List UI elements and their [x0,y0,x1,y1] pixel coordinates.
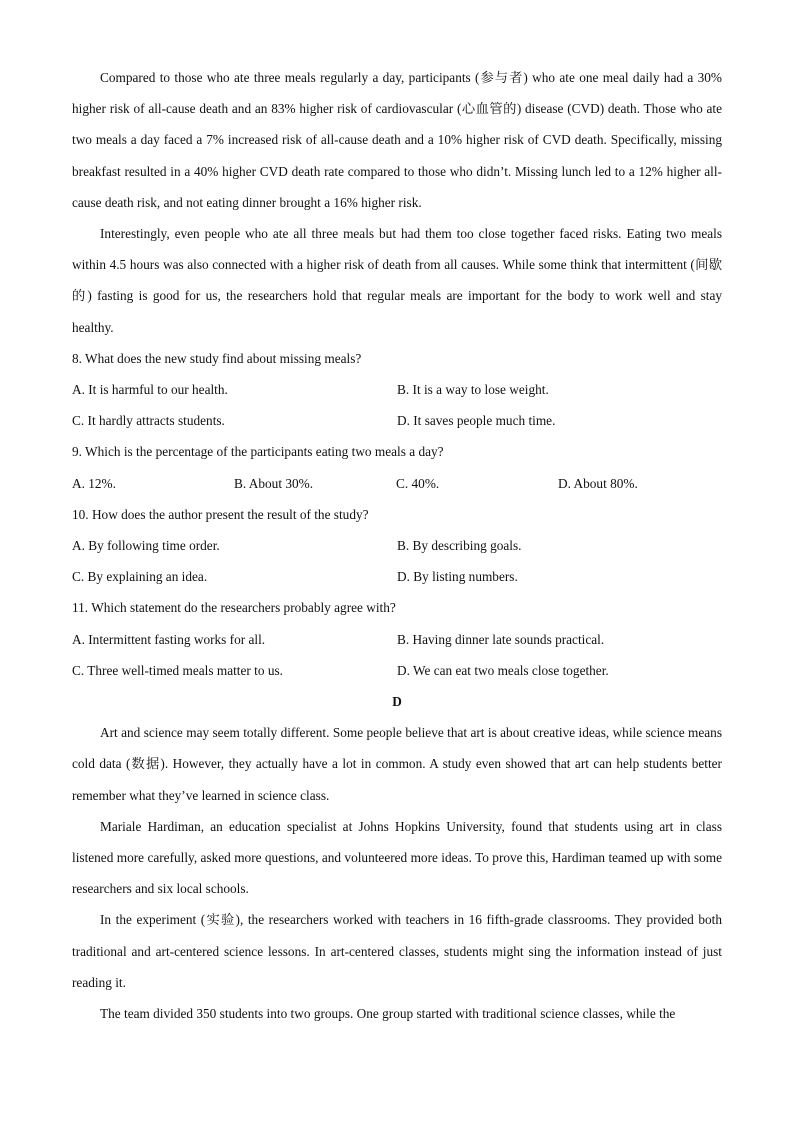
option-a: A. It is harmful to our health. [72,382,228,398]
option-b: B. Having dinner late sounds practical. [397,631,605,647]
question-11 [72,592,722,686]
options-grid [72,468,722,499]
option-d: D. About 80%. [558,475,638,491]
question-stem: 8. What does the new study find about missing meals? [72,350,362,366]
question-stem: 9. Which is the percentage of the participants eating two meals a day? [72,444,444,460]
option-b: B. It is a way to lose weight. [397,382,549,398]
section-heading-d: D [392,694,402,710]
passage-d-paragraph-2: Mariale Hardiman, an education specialist at Johns Hopkins University, found that students using art in class listened more carefully, asked more questions, and volunteered more ideas. To prove this, Hardiman teamed up with some researchers and six local schools. [72,818,722,897]
option-a: A. 12%. [72,475,116,491]
option-c: C. It hardly attracts students. [72,413,225,429]
question-8 [72,343,722,437]
option-a: A. Intermittent fasting works for all. [72,631,266,647]
option-d: D. It saves people much time. [397,413,556,429]
passage-c-paragraph-1: Compared to those who ate three meals regularly a day, participants (参与者) who ate one meal daily had a 30% higher risk of all-cause death and an 83% higher risk of cardiovascular (心血管的) disease (CVD) death. Those who ate two meals a day faced a 7% increased risk of all-cause death and a 10% higher risk of CVD death. Specifically, missing breakfast resulted in a 40% higher CVD death rate compared to those who didn’t. Missing lunch led to a 12% higher all-cause death risk, and not eating dinner brought a 16% higher risk. [72,70,722,210]
option-b: B. By describing goals. [397,538,522,554]
option-d: D. We can eat two meals close together. [397,662,609,678]
passage-d-paragraph-3: In the experiment (实验), the researchers worked with teachers in 16 fifth-grade classrooms. They provided both traditional and art-centered science lessons. In art-centered classes, students might sing the information instead of just reading it. [72,912,722,990]
option-b: B. About 30%. [234,475,314,491]
document-page [72,62,722,1029]
question-stem: 11. Which statement do the researchers probably agree with? [72,600,396,616]
option-c: C. 40%. [396,475,440,491]
option-a: A. By following time order. [72,538,220,554]
question-10 [72,499,722,593]
passage-d-paragraph-4: The team divided 350 students into two groups. One group started with traditional science classes, while the [100,1006,676,1022]
options-grid [72,624,722,686]
option-d: D. By listing numbers. [397,569,518,585]
question-stem: 10. How does the author present the result of the study? [72,506,369,522]
option-c: C. Three well-timed meals matter to us. [72,662,283,678]
option-c: C. By explaining an idea. [72,569,208,585]
options-grid [72,530,722,592]
options-grid [72,374,722,436]
passage-c-paragraph-2: Interestingly, even people who ate all three meals but had them too close together faced risks. Eating two meals within 4.5 hours was also connected with a higher risk of death from all causes. While some think that intermittent (间歇的) fasting is good for us, the researchers hold that regular meals are important for the body to work well and stay healthy. [72,226,722,335]
passage-d-paragraph-1: Art and science may seem totally different. Some people believe that art is about creative ideas, while science means cold data (数据). However, they actually have a lot in common. A study even showed that art can help students better remember what they’ve learned in science class. [72,725,722,803]
question-9 [72,436,722,498]
